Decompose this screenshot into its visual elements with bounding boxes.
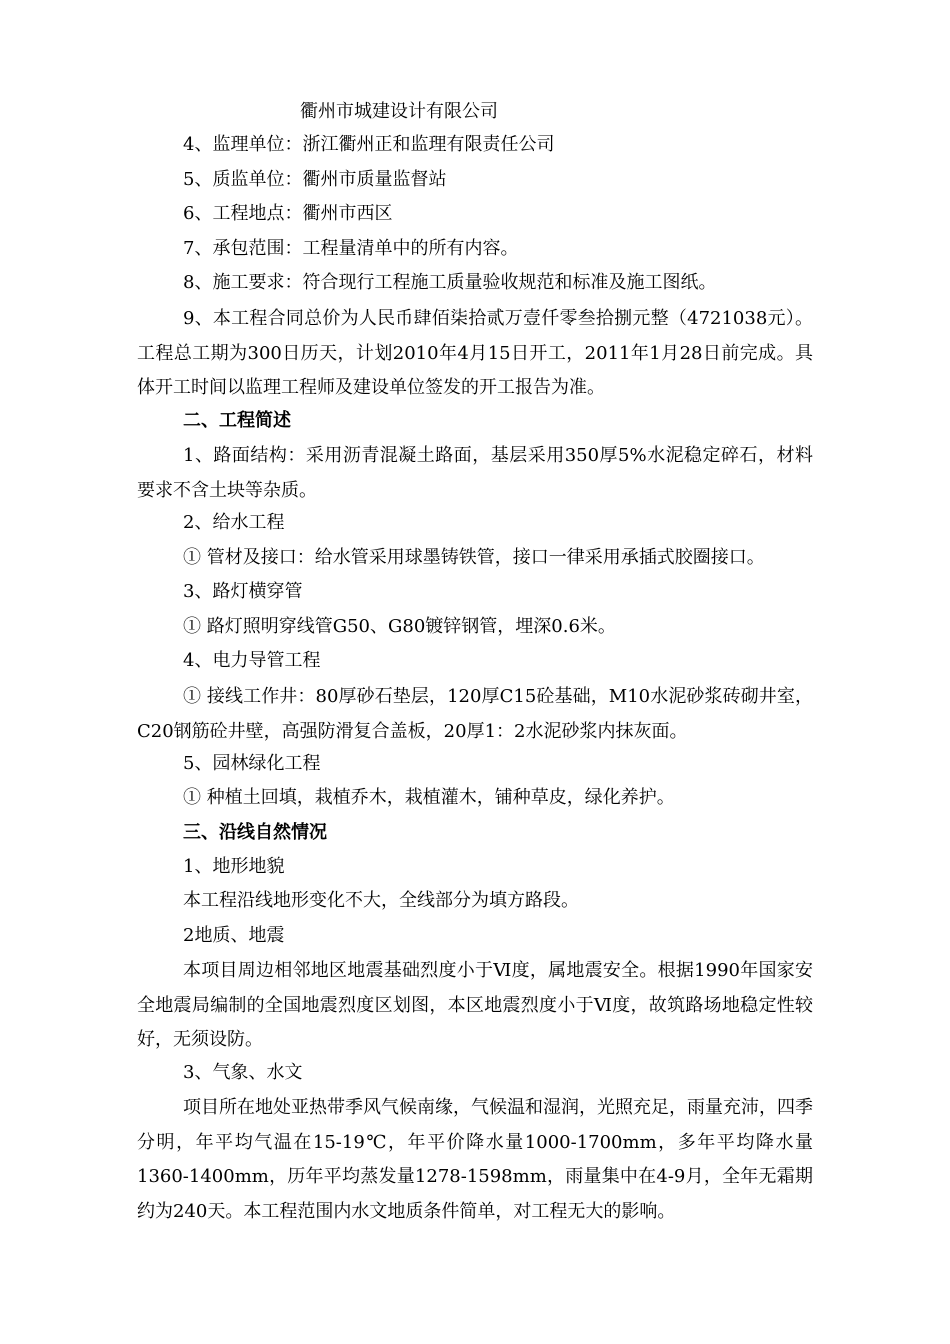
water-supply-heading: 2、给水工程	[183, 512, 285, 533]
company-name-line: 衢州市城建设计有限公司	[300, 101, 498, 122]
quality-unit-line: 5、质监单位：衢州市质量监督站	[183, 169, 447, 190]
construction-requirement-line: 8、施工要求：符合现行工程施工质量验收规范和标准及施工图纸。	[183, 272, 717, 293]
terrain-description-line: 本工程沿线地形变化不大，全线部分为填方路段。	[183, 890, 579, 911]
section-heading-natural-conditions: 三、沿线自然情况	[183, 822, 327, 843]
seismic-paragraph: 本项目周边相邻地区地震基础烈度小于Ⅵ度，属地震安全。根据1990年国家安全地震局编制的全国地震烈度区划图，本区地震烈度小于Ⅵ度，故筑路场地稳定性较好，无须设防。	[137, 960, 813, 1050]
contract-price-paragraph: 9、本工程合同总价为人民币肆佰柒拾贰万壹仟零叁拾捌元整（4721038元）。工程总工期为300日历天，计划2010年4月15日开工，2011年1月28日前完成。具体开工时间以监理工程师及建设单位签发的开工报告为准。	[137, 308, 813, 398]
power-conduit-heading: 4、电力导管工程	[183, 650, 321, 671]
climate-paragraph: 项目所在地处亚热带季风气候南缘，气候温和湿润，光照充足，雨量充沛，四季分明，年平均气温在15-19℃，年平价降水量1000-1700mm，多年平均降水量1360-1400mm，历年平均蒸发量1278-1598mm，雨量集中在4-9月，全年无霜期约为240天。本工程范围内水文地质条件简单，对工程无大的影响。	[137, 1097, 813, 1222]
landscaping-heading: 5、园林绿化工程	[183, 753, 321, 774]
project-location-line: 6、工程地点：衢州市西区	[183, 203, 393, 224]
supervision-unit-line: 4、监理单位：浙江衢州正和监理有限责任公司	[183, 134, 555, 155]
section-heading-project-overview: 二、工程简述	[183, 410, 291, 431]
climate-hydrology-heading: 3、气象、水文	[183, 1062, 303, 1083]
terrain-heading: 1、地形地貌	[183, 856, 285, 877]
water-pipe-line: ① 管材及接口：给水管采用球墨铸铁管，接口一律采用承插式胶圈接口。	[183, 547, 765, 568]
street-lamp-pipe-line: ① 路灯照明穿线管G50、G80镀锌钢管，埋深0.6米。	[183, 616, 616, 637]
landscaping-items-line: ① 种植土回填，栽植乔木，栽植灌木，铺种草皮，绿化养护。	[183, 787, 675, 808]
pavement-structure-paragraph: 1、路面结构：采用沥青混凝土路面，基层采用350厚5%水泥稳定碎石，材料要求不含土块等杂质。	[137, 445, 813, 501]
geology-heading: 2地质、地震	[183, 925, 285, 946]
street-lamp-heading: 3、路灯横穿管	[183, 581, 303, 602]
contract-scope-line: 7、承包范围：工程量清单中的所有内容。	[183, 238, 519, 259]
junction-well-paragraph: ① 接线工作井：80厚砂石垫层，120厚C15砼基础，M10水泥砂浆砖砌井室，C20钢筋砼井壁，高强防滑复合盖板，20厚1：2水泥砂浆内抹灰面。	[137, 686, 813, 742]
